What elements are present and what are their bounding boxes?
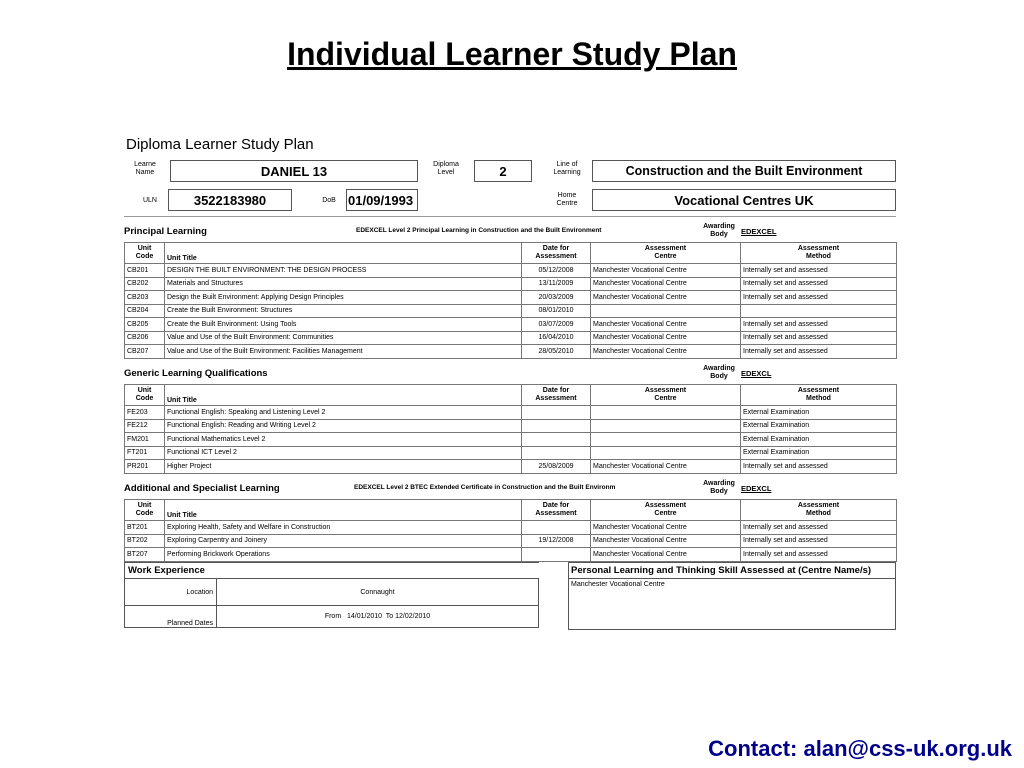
work-experience-heading: Work Experience xyxy=(125,563,539,579)
principal-learning-description: EDEXCEL Level 2 Principal Learning in Construction and the Built Environment xyxy=(356,227,602,234)
table-row xyxy=(125,318,897,332)
method-cell: External Examination xyxy=(741,406,897,420)
table-row xyxy=(125,521,897,535)
centre-cell: Manchester Vocational Centre xyxy=(591,331,741,345)
table-row xyxy=(125,433,897,447)
centre-cell: Manchester Vocational Centre xyxy=(591,318,741,332)
plts-value: Manchester Vocational Centre xyxy=(571,581,665,588)
table-row xyxy=(125,291,897,305)
date-cell: 16/04/2010 xyxy=(522,331,591,345)
method-cell: Internally set and assessed xyxy=(741,277,897,291)
unit-code-cell: CB207 xyxy=(125,345,165,359)
method-cell: Internally set and assessed xyxy=(741,345,897,359)
learner-name-label: Learne Name xyxy=(134,161,156,176)
slide-title: Individual Learner Study Plan xyxy=(287,36,737,72)
unit-title-cell: Value and Use of the Built Environment: Facilities Management xyxy=(165,345,522,359)
table-row xyxy=(125,277,897,291)
method-cell: Internally set and assessed xyxy=(741,534,897,548)
col-unit-title: Unit Title xyxy=(165,243,522,264)
centre-cell xyxy=(591,446,741,460)
method-cell: Internally set and assessed xyxy=(741,318,897,332)
table-row xyxy=(125,264,897,278)
date-cell xyxy=(522,446,591,460)
centre-cell: Manchester Vocational Centre xyxy=(591,548,741,562)
contact-email: Contact: alan@css-uk.org.uk xyxy=(708,736,1012,761)
col-centre: Assessment Centre xyxy=(591,243,741,264)
unit-title-cell: Functional ICT Level 2 xyxy=(165,446,522,460)
table-row xyxy=(125,460,897,474)
date-cell: 20/03/2009 xyxy=(522,291,591,305)
col-date: Date for Assessment xyxy=(522,385,591,406)
col-date: Date for Assessment xyxy=(522,243,591,264)
uln-field: 3522183980 xyxy=(168,189,292,211)
unit-code-cell: CB201 xyxy=(125,264,165,278)
table-row xyxy=(125,534,897,548)
table-row xyxy=(125,419,897,433)
date-cell xyxy=(522,548,591,562)
method-cell: Internally set and assessed xyxy=(741,460,897,474)
date-cell xyxy=(522,433,591,447)
col-unit-code: Unit Code xyxy=(125,385,165,406)
date-cell: 08/01/2010 xyxy=(522,304,591,318)
centre-cell: Manchester Vocational Centre xyxy=(591,277,741,291)
unit-title-cell: DESIGN THE BUILT ENVIRONMENT: THE DESIGN PROCESS xyxy=(165,264,522,278)
centre-cell: Manchester Vocational Centre xyxy=(591,460,741,474)
col-unit-title: Unit Title xyxy=(165,500,522,521)
unit-title-cell: Design the Built Environment: Applying Design Principles xyxy=(165,291,522,305)
awarding-body-label: Awarding Body xyxy=(703,365,735,380)
unit-code-cell: BT202 xyxy=(125,534,165,548)
divider xyxy=(124,216,896,217)
centre-cell: Manchester Vocational Centre xyxy=(591,345,741,359)
table-row xyxy=(125,406,897,420)
unit-title-cell: Exploring Health, Safety and Welfare in Construction xyxy=(165,521,522,535)
col-unit-code: Unit Code xyxy=(125,243,165,264)
unit-code-cell: CB204 xyxy=(125,304,165,318)
date-cell: 28/05/2010 xyxy=(522,345,591,359)
table-row xyxy=(125,304,897,318)
diploma-level-field: 2 xyxy=(474,160,532,182)
centre-cell xyxy=(591,406,741,420)
table-row xyxy=(125,345,897,359)
additional-learning-description: EDEXCEL Level 2 BTEC Extended Certificate in Construction and the Built Environm xyxy=(354,484,616,491)
generic-learning-heading: Generic Learning Qualifications xyxy=(124,368,268,379)
awarding-body-label: Awarding Body xyxy=(703,223,735,238)
diploma-level-label: Diploma Level xyxy=(433,161,459,176)
additional-learning-heading: Additional and Specialist Learning xyxy=(124,483,280,494)
table-row xyxy=(125,446,897,460)
plts-box xyxy=(568,562,896,630)
method-cell: Internally set and assessed xyxy=(741,521,897,535)
unit-code-cell: CB202 xyxy=(125,277,165,291)
method-cell: Internally set and assessed xyxy=(741,291,897,305)
unit-code-cell: FM201 xyxy=(125,433,165,447)
table-row xyxy=(125,331,897,345)
method-cell: Internally set and assessed xyxy=(741,264,897,278)
unit-title-cell: Performing Brickwork Operations xyxy=(165,548,522,562)
line-of-learning-field: Construction and the Built Environment xyxy=(592,160,896,182)
location-label: Location xyxy=(125,579,217,606)
date-cell: 03/07/2009 xyxy=(522,318,591,332)
learner-name-value: DANIEL 13 xyxy=(260,163,328,179)
unit-title-cell: Exploring Carpentry and Joinery xyxy=(165,534,522,548)
home-centre-field: Vocational Centres UK xyxy=(592,189,896,211)
form-title: Diploma Learner Study Plan xyxy=(126,136,314,153)
col-date: Date for Assessment xyxy=(522,500,591,521)
unit-title-cell: Value and Use of the Built Environment: Communities xyxy=(165,331,522,345)
centre-cell: Manchester Vocational Centre xyxy=(591,521,741,535)
unit-title-cell: Functional English: Reading and Writing Level 2 xyxy=(165,419,522,433)
centre-cell: Manchester Vocational Centre xyxy=(591,291,741,305)
centre-cell: Manchester Vocational Centre xyxy=(591,534,741,548)
planned-dates-label: Planned Dates xyxy=(125,606,217,628)
unit-title-cell: Create the Built Environment: Using Tools xyxy=(165,318,522,332)
unit-code-cell: CB206 xyxy=(125,331,165,345)
col-method: Assessment Method xyxy=(741,385,897,406)
unit-code-cell: CB203 xyxy=(125,291,165,305)
awarding-body-label: Awarding Body xyxy=(703,480,735,495)
unit-title-cell: Functional Mathematics Level 2 xyxy=(165,433,522,447)
method-cell: Internally set and assessed xyxy=(741,331,897,345)
uln-label: ULN xyxy=(142,197,157,204)
line-of-learning-label: Line of Learning xyxy=(553,161,581,176)
table-header-row xyxy=(125,243,897,264)
plts-heading: Personal Learning and Thinking Skill Assessed at (Centre Name/s) xyxy=(569,563,895,579)
date-cell xyxy=(522,521,591,535)
unit-title-cell: Materials and Structures xyxy=(165,277,522,291)
col-method: Assessment Method xyxy=(741,243,897,264)
principal-learning-heading: Principal Learning xyxy=(124,226,207,237)
unit-code-cell: CB205 xyxy=(125,318,165,332)
home-centre-label: Home Centre xyxy=(556,192,578,207)
planned-dates-value: From 14/01/2010 To 12/02/2010 xyxy=(217,606,539,628)
unit-title-cell: Functional English: Speaking and Listening Level 2 xyxy=(165,406,522,420)
unit-code-cell: FE203 xyxy=(125,406,165,420)
method-cell xyxy=(741,304,897,318)
col-unit-title: Unit Title xyxy=(165,385,522,406)
date-cell xyxy=(522,406,591,420)
date-cell: 13/11/2009 xyxy=(522,277,591,291)
generic-learning-table xyxy=(124,384,897,474)
table-header-row xyxy=(125,385,897,406)
centre-cell xyxy=(591,433,741,447)
unit-title-cell: Create the Built Environment: Structures xyxy=(165,304,522,318)
method-cell: External Examination xyxy=(741,419,897,433)
table-row xyxy=(125,548,897,562)
unit-code-cell: BT207 xyxy=(125,548,165,562)
learner-name-field xyxy=(170,160,418,182)
additional-awarding-body: EDEXCL xyxy=(741,484,772,493)
work-experience-table xyxy=(124,562,539,628)
date-cell xyxy=(522,419,591,433)
table-header-row xyxy=(125,500,897,521)
date-cell: 05/12/2008 xyxy=(522,264,591,278)
unit-title-cell: Higher Project xyxy=(165,460,522,474)
date-cell: 19/12/2008 xyxy=(522,534,591,548)
unit-code-cell: FE212 xyxy=(125,419,165,433)
date-cell: 25/08/2009 xyxy=(522,460,591,474)
unit-code-cell: FT201 xyxy=(125,446,165,460)
location-value: Connaught xyxy=(217,579,539,606)
centre-cell xyxy=(591,419,741,433)
centre-cell: Manchester Vocational Centre xyxy=(591,264,741,278)
principal-awarding-body: EDEXCEL xyxy=(741,227,777,236)
col-unit-code: Unit Code xyxy=(125,500,165,521)
method-cell: External Examination xyxy=(741,446,897,460)
col-method: Assessment Method xyxy=(741,500,897,521)
dob-label: DoB xyxy=(322,197,336,204)
generic-awarding-body: EDEXCL xyxy=(741,369,772,378)
principal-learning-table xyxy=(124,242,897,359)
unit-code-cell: BT201 xyxy=(125,521,165,535)
method-cell: External Examination xyxy=(741,433,897,447)
unit-code-cell: PR201 xyxy=(125,460,165,474)
method-cell: Internally set and assessed xyxy=(741,548,897,562)
centre-cell xyxy=(591,304,741,318)
col-centre: Assessment Centre xyxy=(591,500,741,521)
additional-learning-table xyxy=(124,499,897,562)
col-centre: Assessment Centre xyxy=(591,385,741,406)
dob-field: 01/09/1993 xyxy=(346,189,418,211)
